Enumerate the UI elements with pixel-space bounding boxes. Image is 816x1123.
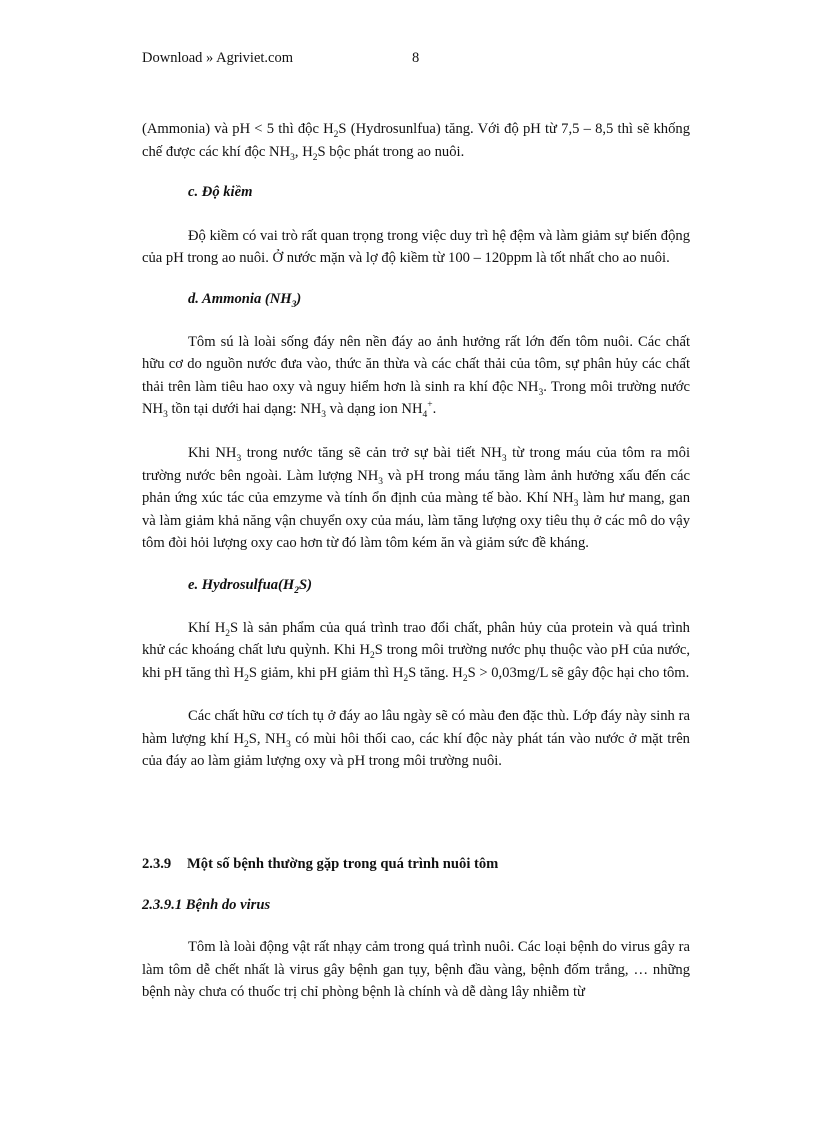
paragraph-ph-toxicity: (Ammonia) và pH < 5 thì độc $H_2S$ (Hydrosunlfua) tăng. Với độ pH từ 7,5 – 8,5 thì sẽ khống chế được các khí độc $NH_3$, $H_2S$ bộc phát trong ao nuôi. — [142, 121, 690, 163]
paragraph-h2s-source: Khí $H_2S$ là sản phẩm của quá trình trao đổi chất, phân hủy của protein và quá trình khử các khoáng chất lưu quỳnh. Khi $H_2S$ trong môi trường nước phụ thuộc vào pH của nước, khi pH tăng thì $H_2S$ giảm, khi pH giảm thì $H_2S$ tăng. $H_2S > 0,03mg/L$ sẽ gây độc hại cho tôm. — [142, 619, 690, 684]
paragraph-ammonia-effects: Khi $NH_3$ trong nước tăng sẽ cản trở sự bài tiết $NH_3$ từ trong máu của tôm ra môi trường nước bên ngoài. Làm lượng $NH_3$ và pH trong máu tăng làm ảnh hưởng xấu đến các phản ứng xúc tác của emzyme và tính ổn định của màng tế bào. Khí $NH_3$ làm hư mang, gan và làm giảm khả năng vận chuyển oxy của máu, làm tăng lượng oxy tiêu thụ ở các mô do vậy tôm đòi hỏi lượng oxy cao hơn từ đó làm tôm kém ăn và giảm sức đề kháng. — [142, 444, 690, 552]
subsection-heading: 2.3.9.1 Bệnh do virus — [142, 896, 271, 913]
paragraph-virus: Tôm là loài động vật rất nhạy cảm trong quá trình nuôi. Các loại bệnh do virus gây ra làm tôm dễ chết nhất là virus gây bệnh gan tụy, bệnh đầu vàng, bệnh đốm trắng, … những bệnh này chưa có thuốc trị chỉ phòng bệnh là chính và dễ dàng lây nhiễm từ — [142, 939, 690, 1001]
heading-hydrosulfua: e. $Hydrosulfua(H_2S)$ — [188, 576, 312, 596]
heading-alkalinity: c. Độ kiềm — [188, 184, 253, 201]
heading-ammonia: d. Ammonia $(NH_3)$ — [188, 290, 302, 310]
paragraph-ammonia-source: Tôm sú là loài sống đáy nên nền đáy ao ảnh hưởng rất lớn đến tôm nuôi. Các chất hữu cơ do nguồn nước đưa vào, thức ăn thừa và các chất thải của tôm, sự phân hủy các chất thải trên làm tiêu hao oxy và nguy hiểm hơn là sinh ra khí độc $NH_3$. Trong môi trường nước $NH_3$ tồn tại dưới hai dạng: $NH_3$ và dạng ion $NH_4^+$. — [142, 333, 690, 421]
section-heading: 2.3.9 Một số bệnh thường gặp trong quá trình nuôi tôm — [142, 856, 499, 873]
paragraph-alkalinity: Độ kiềm có vai trò rất quan trọng trong việc duy trì hệ đệm và làm giảm sự biến động của pH trong ao nuôi. Ở nước mặn và lợ độ kiềm từ 100 – 120ppm là tốt nhất cho ao nuôi. — [142, 227, 690, 267]
page-header-source: Download » Agriviet.com — [142, 50, 294, 66]
page-number: 8 — [412, 50, 420, 66]
paragraph-organic-matter: Các chất hữu cơ tích tụ ở đáy ao lâu ngày sẽ có màu đen đặc thù. Lớp đáy này sinh ra hàm lượng khí $H_2S$, $NH_3$ có mùi hôi thối cao, các khí độc này phát tán vào nước ở mặt trên của đáy ao làm giảm lượng oxy và pH trong môi trường nuôi. — [142, 708, 690, 770]
document-body — [142, 118, 690, 1004]
